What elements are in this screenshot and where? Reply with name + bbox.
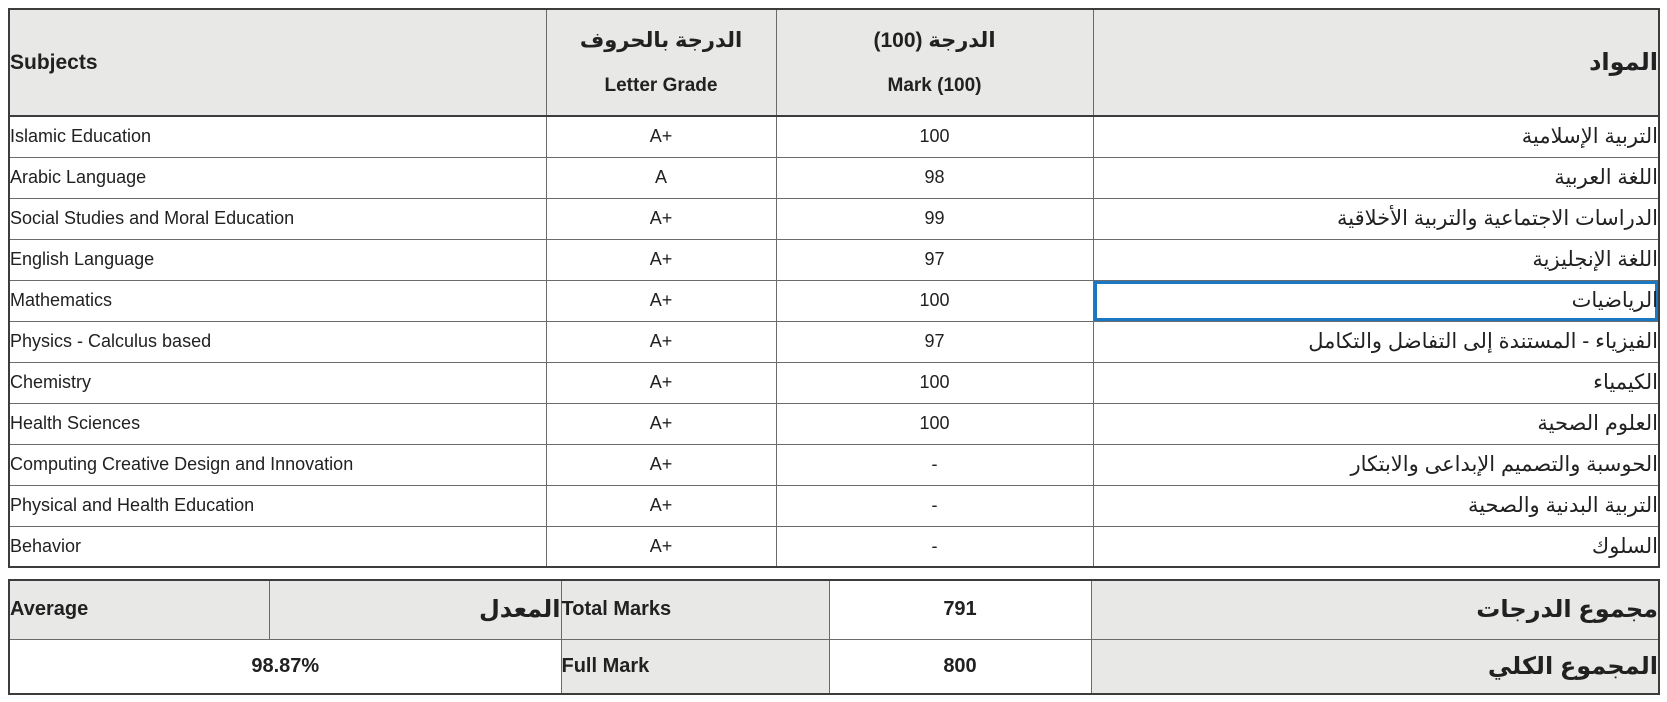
subject-en-cell[interactable]: Social Studies and Moral Education — [9, 198, 546, 239]
subject-en-cell[interactable]: Computing Creative Design and Innovation — [9, 444, 546, 485]
grade-cell[interactable]: A+ — [546, 526, 776, 567]
subject-en-cell[interactable]: Physics - Calculus based — [9, 321, 546, 362]
grade-cell[interactable]: A+ — [546, 485, 776, 526]
grades-table-body — [9, 116, 1659, 567]
subject-ar-cell[interactable]: اللغة الإنجليزية — [1093, 239, 1659, 280]
grade-cell[interactable]: A+ — [546, 321, 776, 362]
subject-ar-cell[interactable]: السلوك — [1093, 526, 1659, 567]
subject-en-cell[interactable]: English Language — [9, 239, 546, 280]
mark-cell[interactable]: 100 — [776, 116, 1093, 157]
table-row — [9, 526, 1659, 567]
grade-cell[interactable]: A+ — [546, 239, 776, 280]
mark-cell[interactable]: - — [776, 444, 1093, 485]
subject-ar-cell[interactable]: الدراسات الاجتماعية والتربية الأخلاقية — [1093, 198, 1659, 239]
table-row — [9, 198, 1659, 239]
header-subjects-en[interactable]: Subjects — [9, 9, 546, 116]
mark-cell[interactable]: 100 — [776, 403, 1093, 444]
subject-en-cell[interactable]: Chemistry — [9, 362, 546, 403]
table-row — [9, 321, 1659, 362]
mark-cell[interactable]: 98 — [776, 157, 1093, 198]
subject-ar-cell[interactable]: العلوم الصحية — [1093, 403, 1659, 444]
grades-table — [8, 8, 1660, 568]
table-row — [9, 157, 1659, 198]
subject-ar-cell[interactable]: التربية الإسلامية — [1093, 116, 1659, 157]
header-mark-en: Mark (100) — [887, 75, 982, 96]
summary-row-fullmark — [9, 639, 1659, 694]
table-row — [9, 116, 1659, 157]
total-marks-label-ar[interactable]: مجموع الدرجات — [1091, 580, 1659, 639]
total-marks-label-en[interactable]: Total Marks — [561, 580, 829, 639]
header-subjects-ar[interactable]: المواد — [1093, 9, 1659, 116]
grade-cell[interactable]: A+ — [546, 403, 776, 444]
subject-en-cell[interactable]: Physical and Health Education — [9, 485, 546, 526]
grade-cell[interactable]: A+ — [546, 280, 776, 321]
full-mark-label-en[interactable]: Full Mark — [561, 639, 829, 694]
mark-cell[interactable]: - — [776, 485, 1093, 526]
subject-ar-cell[interactable]: التربية البدنية والصحية — [1093, 485, 1659, 526]
header-mark[interactable] — [776, 9, 1093, 116]
full-mark-label-ar[interactable]: المجموع الكلي — [1091, 639, 1659, 694]
subject-en-cell[interactable]: Health Sciences — [9, 403, 546, 444]
average-label-en[interactable]: Average — [9, 580, 269, 639]
table-row — [9, 280, 1659, 321]
average-value[interactable]: 98.87% — [9, 639, 561, 694]
grade-cell[interactable]: A+ — [546, 444, 776, 485]
mark-cell[interactable]: 97 — [776, 239, 1093, 280]
subject-en-cell[interactable]: Behavior — [9, 526, 546, 567]
grade-cell[interactable]: A+ — [546, 116, 776, 157]
grade-cell[interactable]: A — [546, 157, 776, 198]
full-mark-value[interactable]: 800 — [829, 639, 1091, 694]
mark-cell[interactable]: 99 — [776, 198, 1093, 239]
summary-row-average-total — [9, 580, 1659, 639]
average-label-ar[interactable]: المعدل — [269, 580, 561, 639]
subject-en-cell[interactable]: Arabic Language — [9, 157, 546, 198]
header-letter-grade-ar: الدرجة بالحروف — [579, 29, 743, 52]
table-row — [9, 403, 1659, 444]
subject-ar-cell[interactable]: الحوسبة والتصميم الإبداعى والابتكار — [1093, 444, 1659, 485]
header-letter-grade[interactable] — [546, 9, 776, 116]
header-letter-grade-en: Letter Grade — [604, 75, 718, 96]
table-row — [9, 362, 1659, 403]
grade-cell[interactable]: A+ — [546, 198, 776, 239]
table-row — [9, 485, 1659, 526]
header-mark-ar: الدرجة (100) — [873, 29, 996, 52]
grade-cell[interactable]: A+ — [546, 362, 776, 403]
table-row — [9, 239, 1659, 280]
subject-ar-cell[interactable]: اللغة العربية — [1093, 157, 1659, 198]
summary-table — [8, 579, 1660, 695]
subject-ar-cell[interactable]: الفيزياء - المستندة إلى التفاضل والتكامل — [1093, 321, 1659, 362]
subject-en-cell[interactable]: Islamic Education — [9, 116, 546, 157]
mark-cell[interactable]: - — [776, 526, 1093, 567]
mark-cell[interactable]: 97 — [776, 321, 1093, 362]
selected-cell[interactable]: الرياضيات — [1093, 280, 1659, 321]
subject-ar-cell[interactable]: الكيمياء — [1093, 362, 1659, 403]
header-row — [9, 9, 1659, 116]
total-marks-value[interactable]: 791 — [829, 580, 1091, 639]
subject-en-cell[interactable]: Mathematics — [9, 280, 546, 321]
mark-cell[interactable]: 100 — [776, 280, 1093, 321]
table-row — [9, 444, 1659, 485]
mark-cell[interactable]: 100 — [776, 362, 1093, 403]
